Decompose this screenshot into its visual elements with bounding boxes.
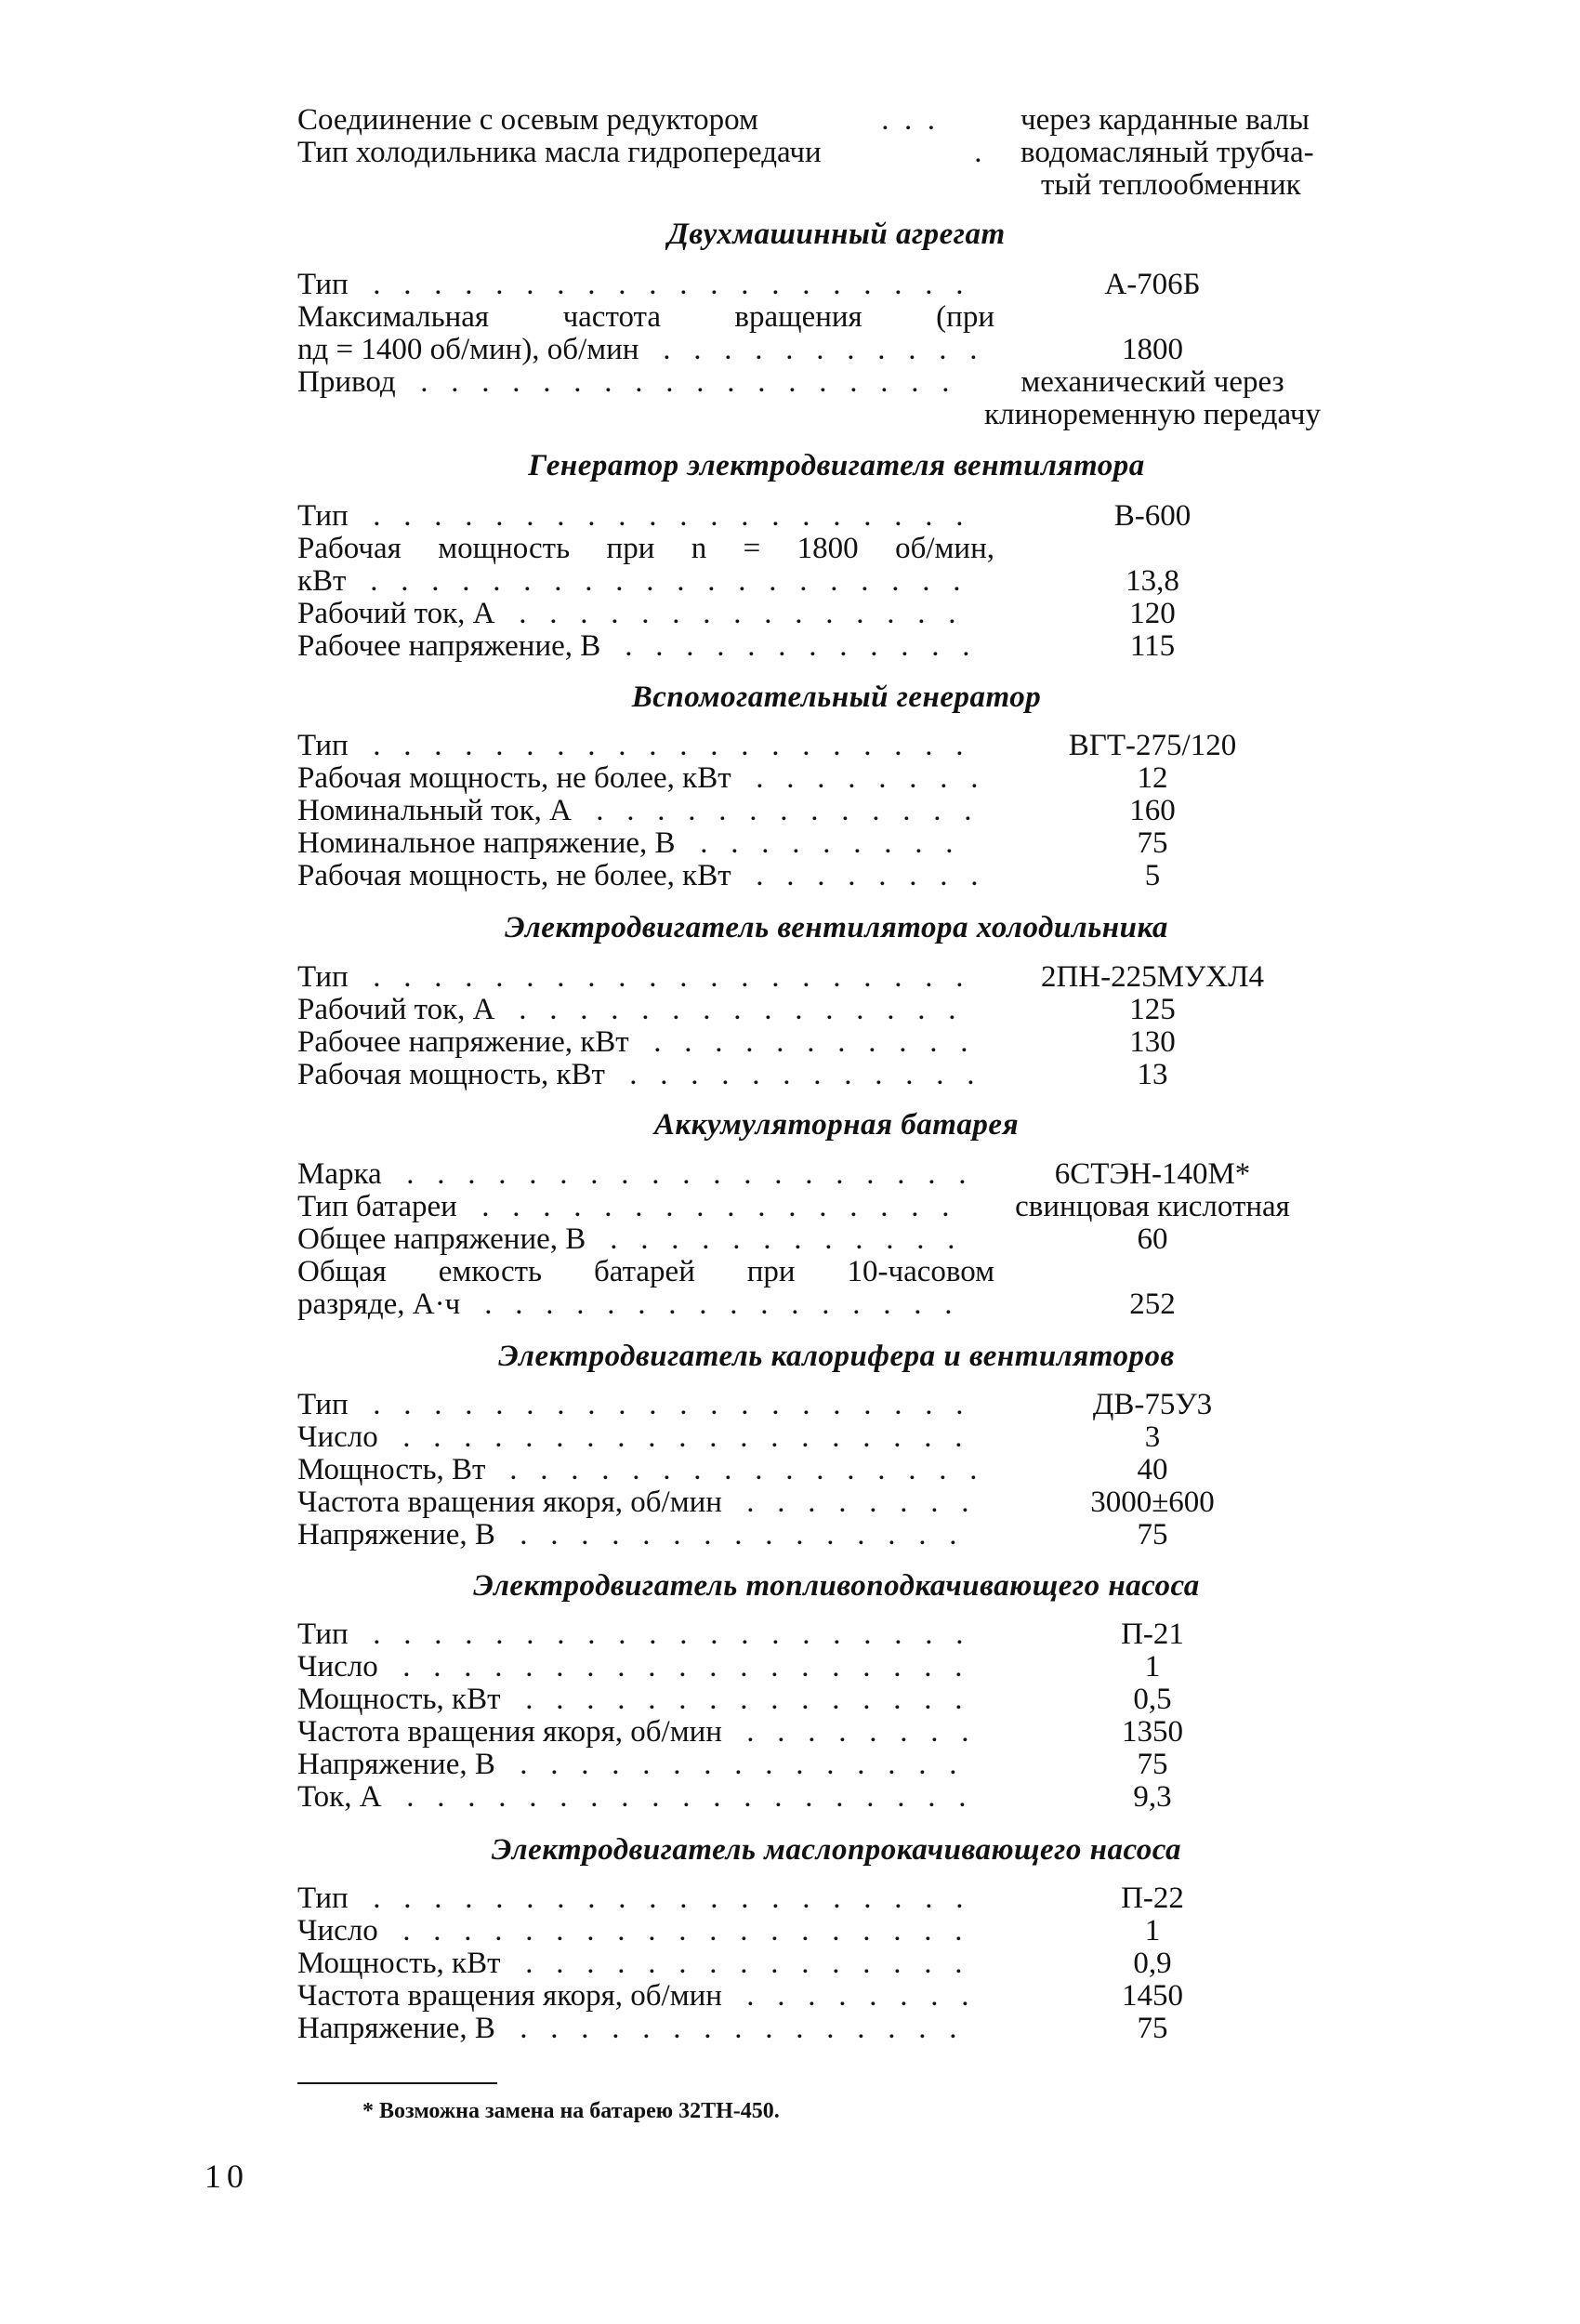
leader-dots: . . . . . . . . . . . . .	[588, 795, 987, 827]
spec-row	[297, 1486, 1376, 1519]
spec-row	[297, 827, 1376, 860]
spec-row	[297, 1519, 1376, 1552]
spec-value: 13	[1137, 1058, 1168, 1091]
leader-dots: .	[967, 136, 982, 169]
spec-block	[297, 1618, 1376, 1814]
spec-label: Общее напряжение, В	[297, 1222, 586, 1256]
spec-label: Тип батареи	[297, 1190, 457, 1223]
spec-value: 13,8	[1126, 564, 1179, 598]
spec-row	[297, 1158, 1376, 1191]
spec-label: Напряжение, В	[297, 1518, 495, 1552]
spec-block	[297, 1389, 1376, 1552]
leader-dots: . . . . . . . .	[748, 762, 994, 795]
spec-label: Мощность, кВт	[297, 1683, 501, 1716]
spec-row	[297, 1948, 1376, 1980]
spec-value: 40	[1137, 1453, 1168, 1486]
spec-row	[297, 399, 1376, 431]
spec-row	[297, 961, 1376, 994]
leader-dots: . . . . . . . . . . . .	[622, 1059, 990, 1091]
spec-row	[297, 1059, 1376, 1091]
leader-dots: . . . . . . . . . . . . . . .	[518, 1948, 978, 1980]
spec-label: Частота вращения якоря, об/мин	[297, 1715, 722, 1749]
leader-dots: . . . . . . . . . . . . . . .	[511, 994, 971, 1026]
spec-row	[297, 565, 1376, 598]
spec-value: 3000±600	[1090, 1486, 1215, 1519]
leader-dots: . . . . . . . . . . . .	[602, 1223, 970, 1256]
spec-row	[297, 1191, 1376, 1223]
spec-row	[297, 1915, 1376, 1948]
leader-dots: . . . . . . . . . . . . . . .	[512, 1519, 972, 1552]
leader-dots: . . . . . . . . . . . . . . . . . . .	[395, 1651, 978, 1684]
spec-block	[297, 269, 1376, 431]
spec-label: Напряжение, В	[297, 1748, 495, 1781]
leader-dots: . . . . . . . . . . . . . . . . . . . .	[365, 500, 979, 533]
spec-label: Максимальная частота вращения (при	[297, 300, 994, 334]
spec-label: Мощность, кВт	[297, 1947, 501, 1980]
leader-dots: . . . . . . . . . . . . . . . . . . .	[395, 1915, 978, 1948]
spec-label: Рабочая мощность, не более, кВт	[297, 761, 731, 795]
footnote-rule	[297, 2082, 497, 2084]
leader-dots: . . . . . . . . .	[692, 827, 968, 860]
spec-row	[297, 1026, 1376, 1059]
spec-label: Число	[297, 1650, 378, 1684]
spec-row	[297, 1223, 1376, 1256]
leader-dots: . . . . . . . . . . . . . . .	[518, 1684, 978, 1716]
spec-value: 252	[1129, 1287, 1176, 1321]
spec-row	[297, 1651, 1376, 1684]
spec-row	[297, 1454, 1376, 1486]
leader-dots: . . . . . . . . . . . . . . . . . . . .	[365, 1389, 979, 1421]
section-title: Вспомогательный генератор	[631, 680, 1042, 714]
spec-label: Тип	[297, 499, 349, 533]
leader-dots: . . . . . . . . . . .	[646, 1026, 983, 1059]
leader-dots: . . . . . . . . . . . . . . .	[512, 2013, 972, 2045]
spec-label: Номинальное напряжение, В	[297, 826, 676, 860]
spec-value: П-21	[1121, 1618, 1184, 1651]
leader-dots: . . . . . . . . . . . . . . . . . . .	[399, 1158, 981, 1191]
leader-dots: . . .	[874, 103, 935, 137]
spec-row	[297, 1618, 1376, 1651]
spec-label: Привод	[297, 365, 396, 399]
spec-value: 0,9	[1133, 1947, 1172, 1980]
spec-label: Тип	[297, 960, 349, 994]
spec-value: 125	[1129, 993, 1176, 1026]
leader-dots: . . . . . . . .	[748, 860, 994, 892]
spec-label: Номинальный ток, А	[297, 794, 572, 827]
leader-dots: . . . . . . . .	[739, 1716, 984, 1749]
spec-row	[297, 1421, 1376, 1454]
spec-row	[297, 2013, 1376, 2045]
spec-row	[297, 137, 1376, 169]
spec-label: Тип	[297, 729, 349, 762]
spec-row	[297, 1684, 1376, 1716]
spec-row	[297, 994, 1376, 1026]
section-title: Аккумуляторная батарея	[653, 1108, 1020, 1142]
spec-value: 160	[1129, 794, 1176, 827]
spec-row	[297, 1256, 1376, 1288]
spec-value: механический через	[1020, 365, 1284, 399]
section-title: Двухмашинный агрегат	[667, 218, 1006, 251]
spec-row	[297, 630, 1376, 663]
leader-dots: . . . . . . . . . . . . . . . . . .	[413, 366, 965, 399]
spec-label: Рабочее напряжение, кВт	[297, 1025, 629, 1059]
spec-block	[297, 500, 1376, 663]
spec-label: Ток, А	[297, 1780, 382, 1814]
spec-label: разряде, А·ч	[297, 1287, 461, 1321]
spec-value: В-600	[1113, 499, 1192, 533]
spec-row	[297, 762, 1376, 795]
spec-value: 75	[1137, 1518, 1168, 1552]
spec-label: Частота вращения якоря, об/мин	[297, 1486, 722, 1519]
spec-value: 1800	[1122, 333, 1183, 366]
spec-label: Рабочее напряжение, В	[297, 629, 601, 663]
leader-dots: . . . . . . . . . . . . . . . . . . . .	[365, 1882, 979, 1915]
leader-dots: . . . . . . . . . . . . . . . . . . . .	[365, 1618, 979, 1651]
spec-value: клиноременную передачу	[984, 398, 1321, 431]
spec-value: ДВ-75У3	[1092, 1388, 1213, 1421]
leader-dots: . . . . . . . . . . .	[655, 334, 993, 366]
leader-dots: . . . . . . . . . . . . . . . .	[502, 1454, 993, 1486]
spec-row	[297, 1749, 1376, 1781]
spec-row	[297, 1882, 1376, 1915]
spec-value: 1	[1144, 1914, 1161, 1948]
spec-value: тый теплообменник	[1041, 168, 1301, 202]
spec-value: 5	[1144, 859, 1161, 892]
spec-value: 1450	[1122, 1979, 1183, 2013]
spec-value: свинцовая кислотная	[1015, 1190, 1290, 1223]
spec-value: 1	[1144, 1650, 1161, 1684]
spec-label: Число	[297, 1420, 378, 1454]
spec-label: Частота вращения якоря, об/мин	[297, 1979, 722, 2013]
spec-row	[297, 795, 1376, 827]
spec-value: через карданные валы	[1020, 103, 1310, 137]
leader-dots: . . . . . . . . . . . . . . . . . . .	[395, 1421, 978, 1454]
section-title: Электродвигатель калорифера и вентиляторов	[498, 1340, 1175, 1373]
leader-dots: . . . . . . . . . . . .	[617, 630, 985, 663]
leader-dots: . . . . . . . . . . . . . . . . . . . .	[365, 269, 979, 301]
section-title: Генератор электродвигателя вентилятора	[528, 449, 1145, 482]
spec-value: ВГТ-275/120	[1068, 729, 1237, 762]
spec-row	[297, 1389, 1376, 1421]
spec-label: Рабочая мощность при n = 1800 об/мин,	[297, 532, 994, 565]
spec-row	[297, 500, 1376, 533]
spec-label: Рабочий ток, А	[297, 993, 495, 1026]
spec-label: nд = 1400 об/мин), об/мин	[297, 333, 639, 366]
leader-dots: . . . . . . . . . . . . . . . . . . . .	[362, 565, 976, 598]
footnote: * Возможна замена на батарею 32ТН-450.	[362, 2099, 780, 2123]
spec-label: Общая емкость батарей при 10-часовом	[297, 1255, 994, 1288]
spec-value: 1350	[1122, 1715, 1183, 1749]
spec-value: 6СТЭН-140М*	[1054, 1157, 1251, 1191]
section-title: Электродвигатель маслопрокачивающего насоса	[491, 1833, 1182, 1867]
spec-row	[297, 301, 1376, 334]
spec-label: Рабочая мощность, не более, кВт	[297, 859, 731, 892]
spec-label: Тип	[297, 1618, 349, 1651]
spec-row	[297, 169, 1376, 202]
spec-value: 9,3	[1133, 1780, 1172, 1814]
page-number: 10	[204, 2158, 249, 2195]
section-title: Электродвигатель вентилятора холодильника	[505, 911, 1168, 944]
spec-row	[297, 1781, 1376, 1814]
spec-value: 115	[1129, 629, 1176, 663]
leader-dots: . . . . . . . .	[739, 1980, 984, 2013]
spec-label: Напряжение, В	[297, 2012, 495, 2045]
spec-row	[297, 366, 1376, 399]
leader-dots: . . . . . . . . . . . . . . . . . . . .	[365, 961, 979, 994]
spec-value: 75	[1137, 1748, 1168, 1781]
spec-label: Марка	[297, 1157, 382, 1191]
spec-block	[297, 1158, 1376, 1321]
spec-value: 2ПН-225МУХЛ4	[1040, 960, 1265, 994]
spec-label: Рабочая мощность, кВт	[297, 1058, 605, 1091]
spec-value: 75	[1137, 826, 1168, 860]
spec-value: 120	[1129, 597, 1176, 630]
spec-block	[297, 961, 1376, 1091]
spec-row	[297, 269, 1376, 301]
leader-dots: . . . . . . . .	[739, 1486, 984, 1519]
spec-label: Число	[297, 1914, 378, 1948]
intro-block	[297, 104, 1376, 202]
spec-block	[297, 730, 1376, 892]
leader-dots: . . . . . . . . . . . . . . . .	[477, 1288, 968, 1321]
leader-dots: . . . . . . . . . . . . . . .	[511, 598, 971, 630]
spec-row	[297, 533, 1376, 565]
leader-dots: . . . . . . . . . . . . . . . . . . .	[399, 1781, 981, 1814]
spec-row	[297, 104, 1376, 137]
spec-label: Тип	[297, 1388, 349, 1421]
spec-row	[297, 860, 1376, 892]
leader-dots: . . . . . . . . . . . . . . . . . . . .	[365, 730, 979, 762]
spec-block	[297, 1882, 1376, 2045]
spec-row	[297, 1288, 1376, 1321]
spec-value: 130	[1129, 1025, 1176, 1059]
leader-dots: . . . . . . . . . . . . . . . .	[474, 1191, 965, 1223]
spec-value: 3	[1144, 1420, 1161, 1454]
spec-value: 0,5	[1133, 1683, 1172, 1716]
spec-row	[297, 1980, 1376, 2013]
spec-label: Рабочий ток, А	[297, 597, 495, 630]
section-title: Электродвигатель топливоподкачивающего насоса	[473, 1569, 1200, 1603]
spec-value: 75	[1137, 2012, 1168, 2045]
leader-dots: . . . . . . . . . . . . . . .	[512, 1749, 972, 1781]
spec-row	[297, 334, 1376, 366]
spec-value: водомасляный трубча-	[1020, 136, 1314, 169]
spec-label: Тип холодильника масла гидропередачи	[297, 136, 822, 169]
spec-row	[297, 730, 1376, 762]
spec-value: П-22	[1121, 1882, 1184, 1915]
spec-label: кВт	[297, 564, 347, 598]
spec-label: Тип	[297, 268, 349, 301]
spec-label: Соедиинение с осевым редуктором	[297, 103, 758, 137]
spec-label: Мощность, Вт	[297, 1453, 486, 1486]
spec-value: 12	[1137, 761, 1168, 795]
spec-row	[297, 598, 1376, 630]
spec-value: 60	[1137, 1222, 1168, 1256]
spec-value: А-706Б	[1104, 268, 1201, 301]
spec-label: Тип	[297, 1882, 349, 1915]
spec-row	[297, 1716, 1376, 1749]
